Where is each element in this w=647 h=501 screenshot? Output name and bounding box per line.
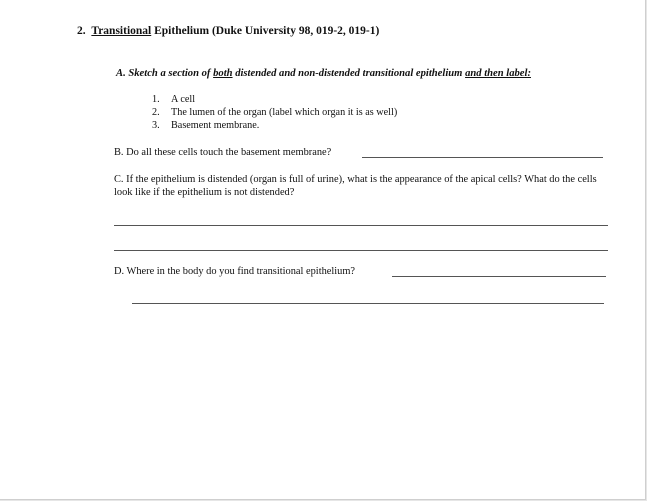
heading-rest: Epithelium (Duke University 98, 019-2, 019-1) bbox=[151, 25, 380, 37]
question-c-answer-line-2[interactable] bbox=[114, 250, 608, 251]
section-a-middle: distended and non-distended transitional epithelium bbox=[232, 68, 466, 79]
list-item-number: 2. bbox=[152, 107, 160, 118]
question-d-text: D. Where in the body do you find transitional epithelium? bbox=[114, 266, 356, 277]
list-item-text: The lumen of the organ (label which organ it is as well) bbox=[171, 107, 398, 118]
question-d-answer-line-2[interactable] bbox=[132, 303, 604, 304]
section-a-prefix: A. Sketch a section of bbox=[116, 68, 214, 79]
question-heading bbox=[77, 25, 379, 37]
heading-underlined-word: Transitional bbox=[91, 25, 152, 37]
question-c-text: C. If the epithelium is distended (organ is full of urine), what is the appearance of the apical cells? What do the cells look like if the epithelium is not distended? bbox=[114, 174, 597, 198]
list-item-number: 3. bbox=[152, 120, 160, 131]
question-b-text: B. Do all these cells touch the basement membrane? bbox=[114, 147, 332, 158]
question-b-answer-line[interactable] bbox=[362, 157, 603, 158]
section-a-emphasis-both: both bbox=[213, 68, 233, 79]
section-a-emphasis-label: and then label: bbox=[465, 68, 531, 79]
list-item-text: A cell bbox=[171, 94, 196, 105]
list-item bbox=[152, 106, 397, 119]
question-c-answer-line-1[interactable] bbox=[114, 225, 608, 226]
question-number: 2. bbox=[77, 25, 86, 37]
question-d-answer-line-1[interactable] bbox=[392, 276, 606, 277]
section-a-instruction bbox=[116, 68, 531, 79]
list-item bbox=[152, 119, 397, 132]
list-item-text: Basement membrane. bbox=[171, 120, 260, 131]
label-list bbox=[152, 93, 397, 132]
list-item-number: 1. bbox=[152, 94, 160, 105]
list-item bbox=[152, 93, 397, 106]
